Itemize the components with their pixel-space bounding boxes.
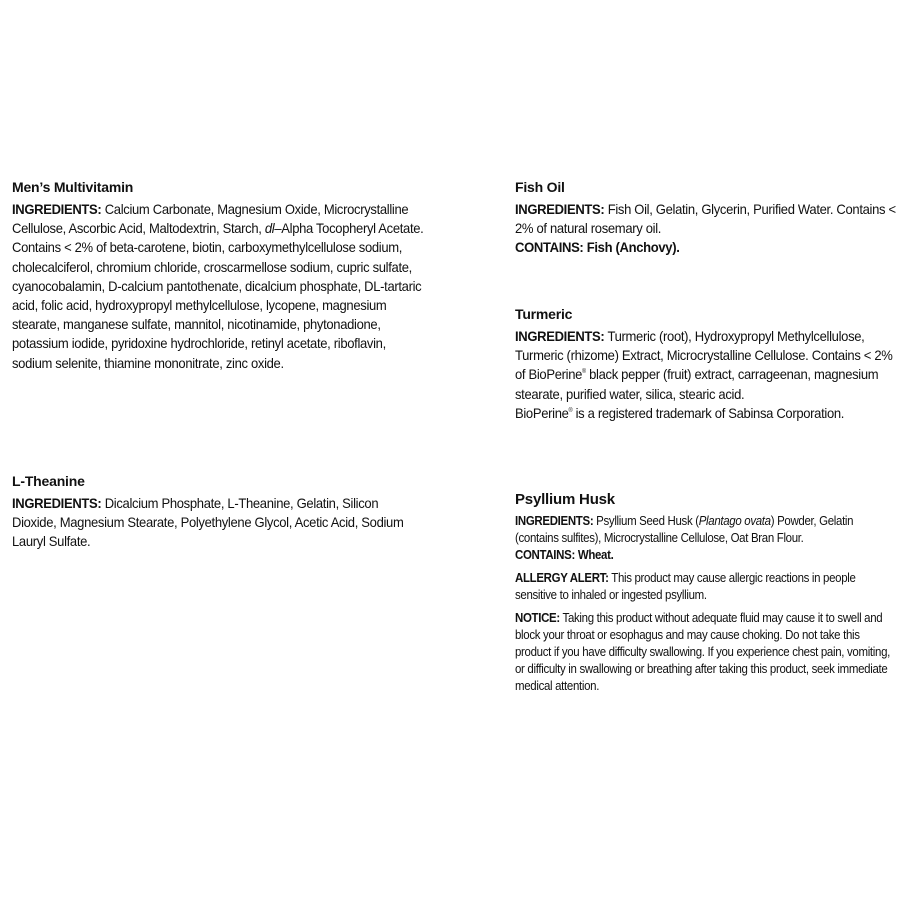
contains-label: CONTAINS: — [515, 548, 575, 562]
trademark-note: BioPerine — [515, 404, 569, 421]
turmeric-ingredients: INGREDIENTS: Turmeric (root), Hydroxypropyl Methylcellulose, Turmeric (rhizome) Extract, Microcrystalline Cellulose. Contains < 2% of BioPerine® black pepper (fruit) extract, carrageenan, magnesium stearate, purified water, silica, stearic acid. BioPerine® is a registered trademark of Sabinsa Corporation. — [515, 328, 893, 421]
mens-multivitamin-ingredients: INGREDIENTS: Calcium Carbonate, Magnesium Oxide, Microcrystalline Cellulose, Ascorbic Acid, Maltodextrin, Starch, dl–Alpha Tocopheryl Acetate. Contains < 2% of beta-carotene, biotin, carboxymethylcellulose sodium, cholecalciferol, chromium chloride, croscarmellose sodium, cupric sulfate, cyanocobalamin, D-calcium pantothenate, dicalcium phosphate, DL-tartaric acid, folic acid, hydroxypropyl methylcellulose, lycopene, magnesium stearate, manganese sulfate, mannitol, nicotinamide, phytonadione, potassium iodide, pyridoxine hydrochloride, retinyl acetate, riboflavin, sodium selenite, thiamine mononitrate, zinc oxide. — [12, 201, 424, 371]
notice-label: NOTICE: — [515, 611, 560, 625]
registered-mark: ® — [582, 369, 586, 376]
ingredients-label: INGREDIENTS: — [515, 514, 594, 528]
ingredients-label: INGREDIENTS: — [12, 495, 102, 511]
l-theanine-section — [12, 472, 422, 552]
ingredients-label: INGREDIENTS: — [12, 201, 102, 217]
psyllium-notice: NOTICE: Taking this product without adequate fluid may cause it to swell and block your throat or esophagus and may cause choking. Do not take this product if you have difficulty swallowing. If you experience chest pain, vomiting, or difficulty in swallowing or breathing after taking this product, seek immediate medical attention. — [515, 611, 891, 693]
mens-multivitamin-section — [12, 178, 422, 373]
fish-oil-title: Fish Oil — [515, 179, 565, 195]
ingredients-label: INGREDIENTS: — [515, 328, 605, 344]
psyllium-allergy-alert: ALLERGY ALERT: This product may cause allergic reactions in people sensitive to inhaled or ingested psyllium. — [515, 571, 856, 602]
allergy-alert-label: ALLERGY ALERT: — [515, 571, 609, 585]
contains-label: CONTAINS: — [515, 239, 584, 256]
ingredients-label: INGREDIENTS: — [515, 201, 605, 217]
l-theanine-ingredients: INGREDIENTS: Dicalcium Phosphate, L-Theanine, Gelatin, Silicon Dioxide, Magnesium Stearate, Polyethylene Glycol, Acetic Acid, Sodium Lauryl Sulfate. — [12, 495, 404, 550]
left-column — [12, 178, 424, 550]
l-theanine-title: L-Theanine — [12, 473, 85, 489]
registered-mark: ® — [568, 407, 573, 414]
psyllium-husk-section — [515, 490, 895, 695]
fish-oil-section — [515, 178, 895, 258]
psyllium-husk-title: Psyllium Husk — [515, 491, 615, 508]
turmeric-title: Turmeric — [515, 306, 573, 322]
turmeric-section — [515, 305, 895, 423]
mens-multivitamin-title: Men’s Multivitamin — [12, 179, 134, 195]
fish-oil-ingredients: INGREDIENTS: Fish Oil, Gelatin, Glycerin, Purified Water. Contains < 2% of natural rosemary oil. CONTAINS: Fish (Anchovy). — [515, 201, 896, 256]
psyllium-ingredients: INGREDIENTS: Psyllium Seed Husk (Plantago ovata) Powder, Gelatin (contains sulfites), Microcrystalline Cellulose, Oat Bran Flour. CONTAINS: Wheat. — [515, 514, 854, 562]
